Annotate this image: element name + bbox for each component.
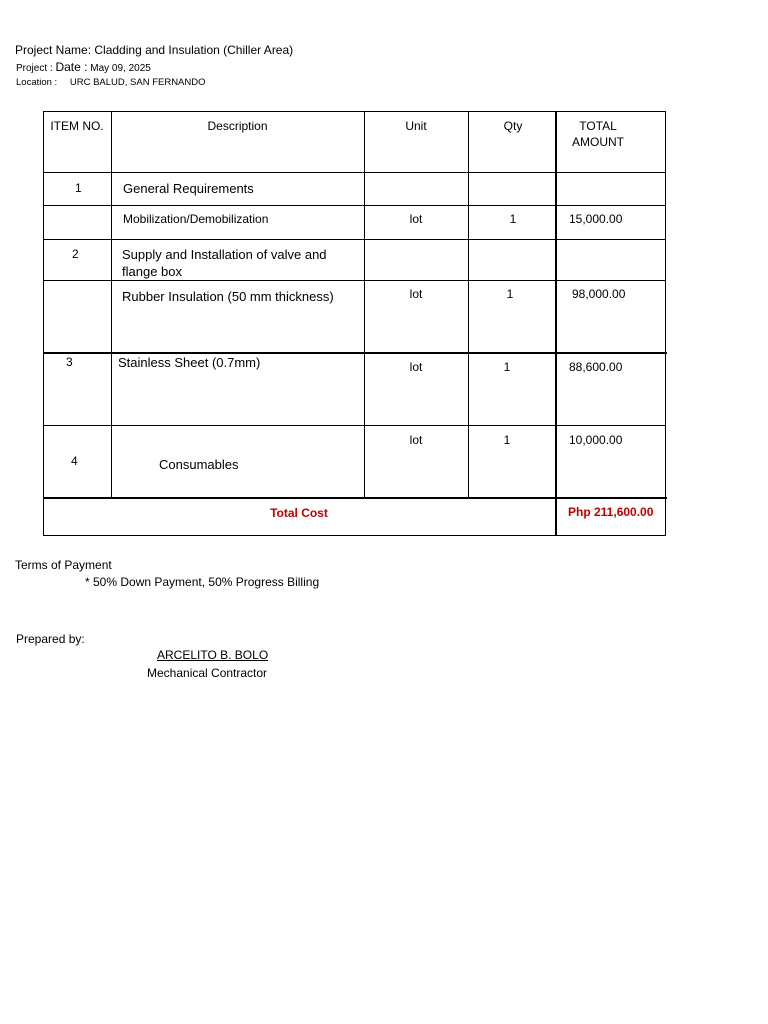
row-border xyxy=(43,280,666,281)
prepared-by-label: Prepared by: xyxy=(16,632,85,646)
row-border xyxy=(43,239,666,240)
signatory-title: Mechanical Contractor xyxy=(147,666,268,680)
row-item-no: 2 xyxy=(72,247,79,261)
row-description-line2: flange box xyxy=(122,264,182,279)
row-unit: lot xyxy=(409,287,423,301)
total-cost-label: Total Cost xyxy=(270,506,328,520)
table-left-border xyxy=(43,111,44,535)
col-header-item-no: ITEM NO. xyxy=(50,119,104,133)
project-name-value: Cladding and Insulation (Chiller Area) xyxy=(94,43,294,57)
row-border xyxy=(43,497,667,499)
row-amount: 88,600.00 xyxy=(569,360,623,374)
date-value: May 09, 2025 xyxy=(90,63,151,74)
project-name-label: Project Name: xyxy=(15,43,92,57)
row-qty: 1 xyxy=(503,433,511,447)
row-unit: lot xyxy=(409,433,423,447)
column-divider xyxy=(555,111,557,535)
row-description: Stainless Sheet (0.7mm) xyxy=(118,355,261,370)
location-line xyxy=(16,77,206,88)
row-description: Consumables xyxy=(159,457,239,472)
row-description: Mobilization/Demobilization xyxy=(123,212,269,226)
project-name-line xyxy=(15,43,293,57)
row-qty: 1 xyxy=(509,212,517,226)
row-item-no: 3 xyxy=(66,355,73,369)
row-amount: 15,000.00 xyxy=(569,212,623,226)
project-date-line xyxy=(16,60,151,74)
table-top-border xyxy=(43,111,666,112)
row-border xyxy=(43,352,667,354)
project-label: Project : xyxy=(16,63,53,74)
row-item-no: 4 xyxy=(71,454,78,468)
table-bottom-border xyxy=(43,535,666,536)
row-unit: lot xyxy=(409,212,423,226)
column-divider xyxy=(111,111,112,498)
row-unit: lot xyxy=(409,360,423,374)
col-header-total-line2: AMOUNT xyxy=(572,135,624,149)
row-description: General Requirements xyxy=(123,181,254,196)
row-border xyxy=(43,205,666,206)
row-qty: 1 xyxy=(503,360,511,374)
location-label: Location : xyxy=(16,77,58,88)
terms-title: Terms of Payment xyxy=(15,558,112,572)
row-border xyxy=(43,425,666,426)
col-header-unit: Unit xyxy=(405,119,427,133)
row-amount: 98,000.00 xyxy=(572,287,626,301)
terms-line: * 50% Down Payment, 50% Progress Billing xyxy=(85,575,320,589)
row-qty: 1 xyxy=(506,287,514,301)
table-right-border xyxy=(665,111,666,535)
location-value: URC BALUD, SAN FERNANDO xyxy=(69,77,206,88)
col-header-total-line1: TOTAL xyxy=(579,119,617,133)
signatory-name: ARCELITO B. BOLO xyxy=(157,648,269,662)
date-label: Date : xyxy=(55,60,88,74)
total-cost-value: Php 211,600.00 xyxy=(568,505,654,519)
col-header-qty: Qty xyxy=(503,119,523,133)
row-description: Rubber Insulation (50 mm thickness) xyxy=(122,289,334,304)
row-amount: 10,000.00 xyxy=(569,433,623,447)
col-header-description: Description xyxy=(207,119,268,133)
row-item-no: 1 xyxy=(75,181,82,195)
header-row-border xyxy=(43,172,666,173)
row-description-line1: Supply and Installation of valve and xyxy=(122,247,327,262)
